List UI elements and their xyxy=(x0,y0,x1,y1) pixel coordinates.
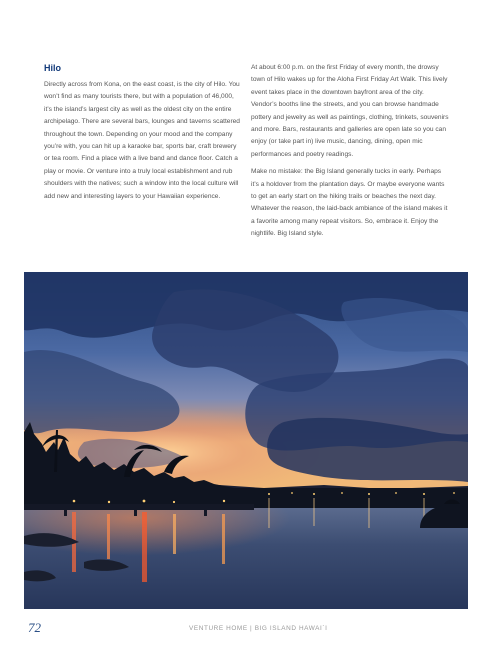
right-body-paragraph-1: At about 6:00 p.m. on the first Friday of every month, the drowsy town of Hilo wakes up for the Aloha First Friday Art Walk. This lively event takes place in the downtown bayfront area of the city. Vendor’s booths line the streets, and you can browse handmade pottery and jewelry as well as paintings, clothing, trinkets, souvenirs and more. Bars, restaurants and galleries are open late so you can enjoy (or take part in) live music, dancing, dining, open mic performances and poetry readings. xyxy=(251,64,449,158)
left-body-paragraph: Directly across from Kona, on the east coast, is the city of Hilo. You won’t find as many tourists there, but with a population of 46,000, it’s the island’s largest city as well as the oldest city on the entire archipelago. There are several bars, lounges and taverns scattered throughout the town. Depending on your mood and the company you’re with, you can hit up a karaoke bar, sports bar, craft brewery or tea room. Find a place with a live band and dance floor. Catch a play or movie. Or venture into a truly local establishment and rub shoulders with the natives; such a window into the local culture will add new and interesting layers to your Hawaiian experience. xyxy=(44,81,240,200)
publication-footer: VENTURE HOME | BIG ISLAND HAWAI`I xyxy=(189,625,328,632)
left-column xyxy=(44,62,242,203)
section-heading: Hilo xyxy=(44,63,61,73)
page-number: 72 xyxy=(28,620,41,635)
right-body-paragraph-2: Make no mistake: the Big Island generally tucks in early. Perhaps it’s a holdover from the plantation days. Or maybe everyone wants to get an early start on the hiking trails or beaches the next day. Whatever the reason, the laid-back ambiance of the island makes it a favorite among many repeat visitors. So, embrace it. Enjoy the nightlife. Big Island style. xyxy=(251,168,448,238)
hilo-bay-sunset-photo xyxy=(24,272,468,609)
right-column xyxy=(251,62,449,241)
